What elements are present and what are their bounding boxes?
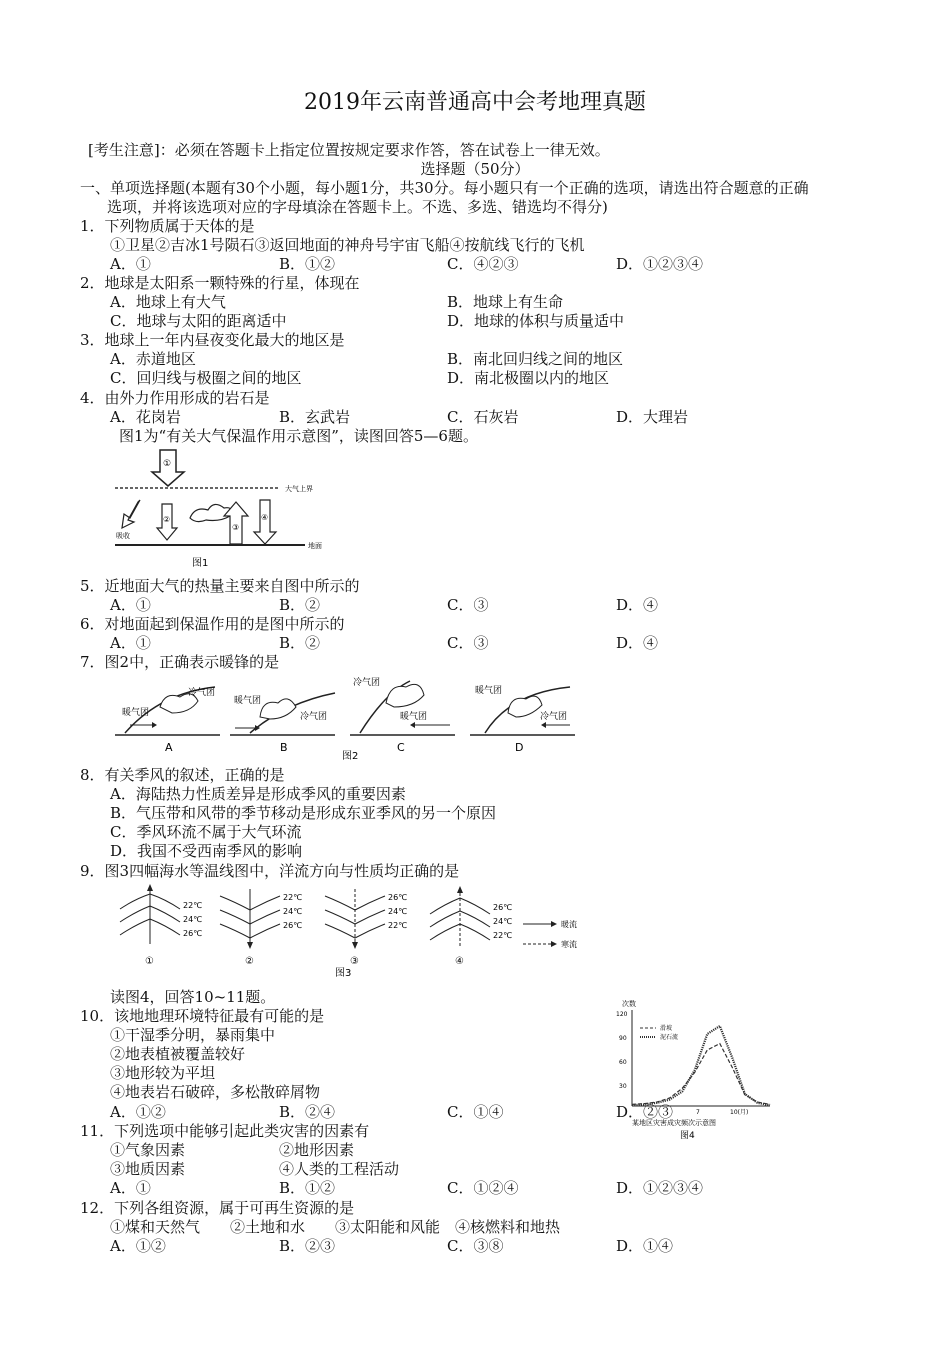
q5-stem: 5．近地面大气的热量主要来自图中所示的 bbox=[80, 577, 360, 595]
q11-item-2: ②地形因素 bbox=[279, 1141, 355, 1159]
q8-option-d[interactable]: D．我国不受西南季风的影响 bbox=[110, 842, 303, 860]
q6-stem: 6．对地面起到保温作用的是图中所示的 bbox=[80, 615, 345, 633]
fig2-d-cold: 冷气团 bbox=[540, 712, 568, 722]
q11-stem: 11．下列选项中能够引起此类灾害的因素有 bbox=[80, 1122, 370, 1140]
fig3-caption: 图3 bbox=[335, 968, 352, 979]
q8-option-a[interactable]: A．海陆热力性质差异是形成季风的重要因素 bbox=[110, 785, 406, 803]
q2-option-c[interactable]: C．地球与太阳的距离适中 bbox=[110, 312, 287, 330]
figure-4-chart bbox=[610, 994, 780, 1142]
fig3-legend bbox=[523, 919, 577, 949]
q12-items: ①煤和天然气 ②土地和水 ③太阳能和风能 ④核燃料和地热 bbox=[110, 1218, 561, 1236]
fig4-legend-b: 泥石流 bbox=[660, 1034, 679, 1041]
fig3-2-t26: 26℃ bbox=[283, 921, 303, 930]
section-heading: 选择题（50分） bbox=[420, 160, 530, 178]
q12-option-c[interactable]: C．③⑧ bbox=[447, 1237, 504, 1255]
q5-option-d[interactable]: D．④ bbox=[616, 596, 659, 614]
fig3-3-t26: 26℃ bbox=[388, 893, 408, 902]
fig1-n3: ③ bbox=[232, 523, 240, 532]
q5-option-a[interactable]: A．① bbox=[110, 596, 151, 614]
q6-option-b[interactable]: B．② bbox=[279, 634, 321, 652]
fig3-1-t24: 24℃ bbox=[183, 915, 203, 924]
q3-option-c[interactable]: C．回归线与极圈之间的地区 bbox=[110, 369, 302, 387]
q10-item-1: ①干湿季分明，暴雨集中 bbox=[110, 1026, 276, 1044]
q11-option-c[interactable]: C．①②④ bbox=[447, 1179, 519, 1197]
q1-stem: 1．下列物质属于天体的是 bbox=[80, 217, 255, 235]
fig4-ylabel: 次数 bbox=[622, 1000, 636, 1008]
fig3-n2: ② bbox=[245, 956, 254, 967]
q6-option-a[interactable]: A．① bbox=[110, 634, 151, 652]
isotherm-diagram-2 bbox=[220, 889, 302, 967]
fig4-xend: 10(月) bbox=[730, 1109, 749, 1116]
q4-option-c[interactable]: C．石灰岩 bbox=[447, 408, 519, 426]
isotherm-diagram-4 bbox=[430, 886, 512, 967]
fig3-4-t22: 22℃ bbox=[493, 931, 513, 940]
q11-item-1: ①气象因素 bbox=[110, 1141, 186, 1159]
fig3-1-t22: 22℃ bbox=[183, 901, 203, 910]
q12-option-a[interactable]: A．①② bbox=[110, 1237, 166, 1255]
q11-item-3: ③地质因素 bbox=[110, 1160, 186, 1178]
fig3-1-t26: 26℃ bbox=[183, 929, 203, 938]
front-diagram-b bbox=[230, 693, 335, 754]
q8-option-c[interactable]: C．季风环流不属于大气环流 bbox=[110, 823, 302, 841]
fig4-series-1-line bbox=[632, 1044, 770, 1105]
fig1-n1: ① bbox=[163, 459, 172, 469]
fig3-4-t24: 24℃ bbox=[493, 917, 513, 926]
q1-option-a[interactable]: A．① bbox=[110, 255, 151, 273]
fig1-left-label: 吸收 bbox=[116, 532, 130, 540]
fig1-n4: ④ bbox=[261, 513, 269, 522]
q2-option-b[interactable]: B．地球上有生命 bbox=[447, 293, 564, 311]
fig4-y120: 120 bbox=[616, 1011, 628, 1018]
q7-stem: 7．图2中，正确表示暖锋的是 bbox=[80, 653, 280, 671]
page-title: 2019年云南普通高中会考地理真题 bbox=[304, 90, 646, 115]
q12-option-b[interactable]: B．②③ bbox=[279, 1237, 336, 1255]
fig4-legend-a: 滑坡 bbox=[660, 1025, 673, 1032]
fig2-b-warm: 暖气团 bbox=[234, 696, 262, 706]
q10-item-4: ④地表岩石破碎，多松散碎屑物 bbox=[110, 1083, 321, 1101]
fig3-n3: ③ bbox=[350, 956, 359, 967]
instructions-line-1: 一、单项选择题(本题有30个小题，每小题1分，共30分。每小题只有一个正确的选项，请选出符合题意的正确 bbox=[80, 179, 809, 197]
instructions-line-2: 选项，并将该选项对应的字母填涂在答题卡上。不选、多选、错选均不得分) bbox=[107, 198, 608, 216]
fig1-intro: 图1为“有关大气保温作用示意图”，读图回答5—6题。 bbox=[119, 427, 478, 445]
fig3-3-t24: 24℃ bbox=[388, 907, 408, 916]
fig2-label-b: B bbox=[280, 741, 288, 754]
q11-option-a[interactable]: A．① bbox=[110, 1179, 151, 1197]
fig4-subtitle: 某地区灾害成灾频次示意图 bbox=[632, 1119, 716, 1127]
fig3-4-t26: 26℃ bbox=[493, 903, 513, 912]
q3-stem: 3．地球上一年内昼夜变化最大的地区是 bbox=[80, 331, 345, 349]
fig4-y90: 90 bbox=[619, 1035, 627, 1042]
fig2-b-cold: 冷气团 bbox=[300, 712, 328, 722]
fig4-caption: 图4 bbox=[680, 1131, 695, 1141]
fig4-y60: 60 bbox=[619, 1059, 627, 1066]
arrow-absorb bbox=[122, 500, 140, 528]
q4-option-b[interactable]: B．玄武岩 bbox=[279, 408, 351, 426]
figure-3 bbox=[115, 884, 595, 984]
fig2-label-d: D bbox=[515, 741, 524, 754]
q3-option-d[interactable]: D．南北极圈以内的地区 bbox=[447, 369, 610, 387]
q10-option-d[interactable]: D．②③ bbox=[616, 1103, 674, 1121]
front-diagram-d bbox=[470, 684, 575, 754]
fig3-2-t22: 22℃ bbox=[283, 893, 303, 902]
q12-stem: 12．下列各组资源，属于可再生资源的是 bbox=[80, 1199, 355, 1217]
fig4-xmark: 7 bbox=[696, 1109, 700, 1116]
isotherm-diagram-1 bbox=[120, 884, 202, 967]
fig3-legend-cold: 寒流 bbox=[561, 940, 577, 949]
figure-2 bbox=[110, 673, 580, 763]
isotherm-diagram-3 bbox=[325, 889, 407, 967]
fig1-top-label: 大气上界 bbox=[285, 485, 313, 493]
fig2-a-warm: 暖气团 bbox=[122, 708, 150, 718]
fig2-caption: 图2 bbox=[342, 751, 359, 762]
fig2-label-a: A bbox=[165, 741, 173, 754]
fig3-2-t24: 24℃ bbox=[283, 907, 303, 916]
q11-option-b[interactable]: B．①② bbox=[279, 1179, 336, 1197]
q6-option-c[interactable]: C．③ bbox=[447, 634, 489, 652]
q10-item-2: ②地表植被覆盖较好 bbox=[110, 1045, 246, 1063]
arrow-4-counter-radiation bbox=[254, 500, 276, 544]
front-diagram-a bbox=[115, 686, 220, 754]
q9-stem: 9．图3四幅海水等温线图中，洋流方向与性质均正确的是 bbox=[80, 862, 460, 880]
q11-item-4: ④人类的工程活动 bbox=[279, 1160, 400, 1178]
q2-stem: 2．地球是太阳系一颗特殊的行星，体现在 bbox=[80, 274, 360, 292]
q6-option-d[interactable]: D．④ bbox=[616, 634, 659, 652]
q1-items: ①卫星②吉冰1号陨石③返回地面的神舟号宇宙飞船④按航线飞行的飞机 bbox=[110, 236, 585, 254]
q3-option-a[interactable]: A．赤道地区 bbox=[110, 350, 196, 368]
q5-option-b[interactable]: B．② bbox=[279, 596, 321, 614]
q1-option-c[interactable]: C．④②③ bbox=[447, 255, 519, 273]
q10-option-a[interactable]: A．①② bbox=[110, 1103, 166, 1121]
q4-option-d[interactable]: D．大理岩 bbox=[616, 408, 689, 426]
fig2-c-warm: 暖气团 bbox=[400, 712, 428, 722]
fig2-a-cold: 冷气团 bbox=[188, 688, 216, 698]
fig3-n4: ④ bbox=[455, 956, 464, 967]
fig1-n2: ② bbox=[163, 515, 171, 524]
q11-option-d[interactable]: D．①②③④ bbox=[616, 1179, 704, 1197]
q2-option-a[interactable]: A．地球上有大气 bbox=[110, 293, 226, 311]
q4-stem: 4．由外力作用形成的岩石是 bbox=[80, 389, 270, 407]
q1-option-b[interactable]: B．①② bbox=[279, 255, 336, 273]
fig2-d-warm: 暖气团 bbox=[475, 686, 503, 696]
front-diagram-c bbox=[350, 676, 455, 754]
q8-stem: 8．有关季风的叙述，正确的是 bbox=[80, 766, 285, 784]
fig2-label-c: C bbox=[397, 741, 405, 754]
notice: [考生注意]：必须在答题卡上指定位置按规定要求作答，答在试卷上一律无效。 bbox=[88, 141, 610, 159]
q10-item-3: ③地形较为平坦 bbox=[110, 1064, 216, 1082]
q3-option-b[interactable]: B．南北回归线之间的地区 bbox=[447, 350, 624, 368]
fig2-c-cold: 冷气团 bbox=[353, 678, 381, 688]
fig3-n1: ① bbox=[145, 956, 154, 967]
fig1-caption: 图1 bbox=[192, 558, 209, 569]
q2-option-d[interactable]: D．地球的体积与质量适中 bbox=[447, 312, 625, 330]
fig4-y30: 30 bbox=[619, 1083, 627, 1090]
q10-option-c[interactable]: C．①④ bbox=[447, 1103, 504, 1121]
q5-option-c[interactable]: C．③ bbox=[447, 596, 489, 614]
q1-option-d[interactable]: D．①②③④ bbox=[616, 255, 704, 273]
q10-option-b[interactable]: B．②④ bbox=[279, 1103, 336, 1121]
figure-1 bbox=[110, 448, 340, 573]
q12-option-d[interactable]: D．①④ bbox=[616, 1237, 674, 1255]
fig1-ground-label: 地面 bbox=[308, 542, 322, 550]
cloud-icon bbox=[190, 504, 231, 521]
fig4-intro: 读图4，回答10~11题。 bbox=[110, 988, 276, 1006]
q8-option-b[interactable]: B．气压带和风带的季节移动是形成东亚季风的另一个原因 bbox=[110, 804, 497, 822]
q10-stem: 10．该地地理环境特征最有可能的是 bbox=[80, 1007, 325, 1025]
q4-option-a[interactable]: A．花岗岩 bbox=[110, 408, 181, 426]
fig3-legend-warm: 暖流 bbox=[561, 920, 577, 929]
fig3-3-t22: 22℃ bbox=[388, 921, 408, 930]
